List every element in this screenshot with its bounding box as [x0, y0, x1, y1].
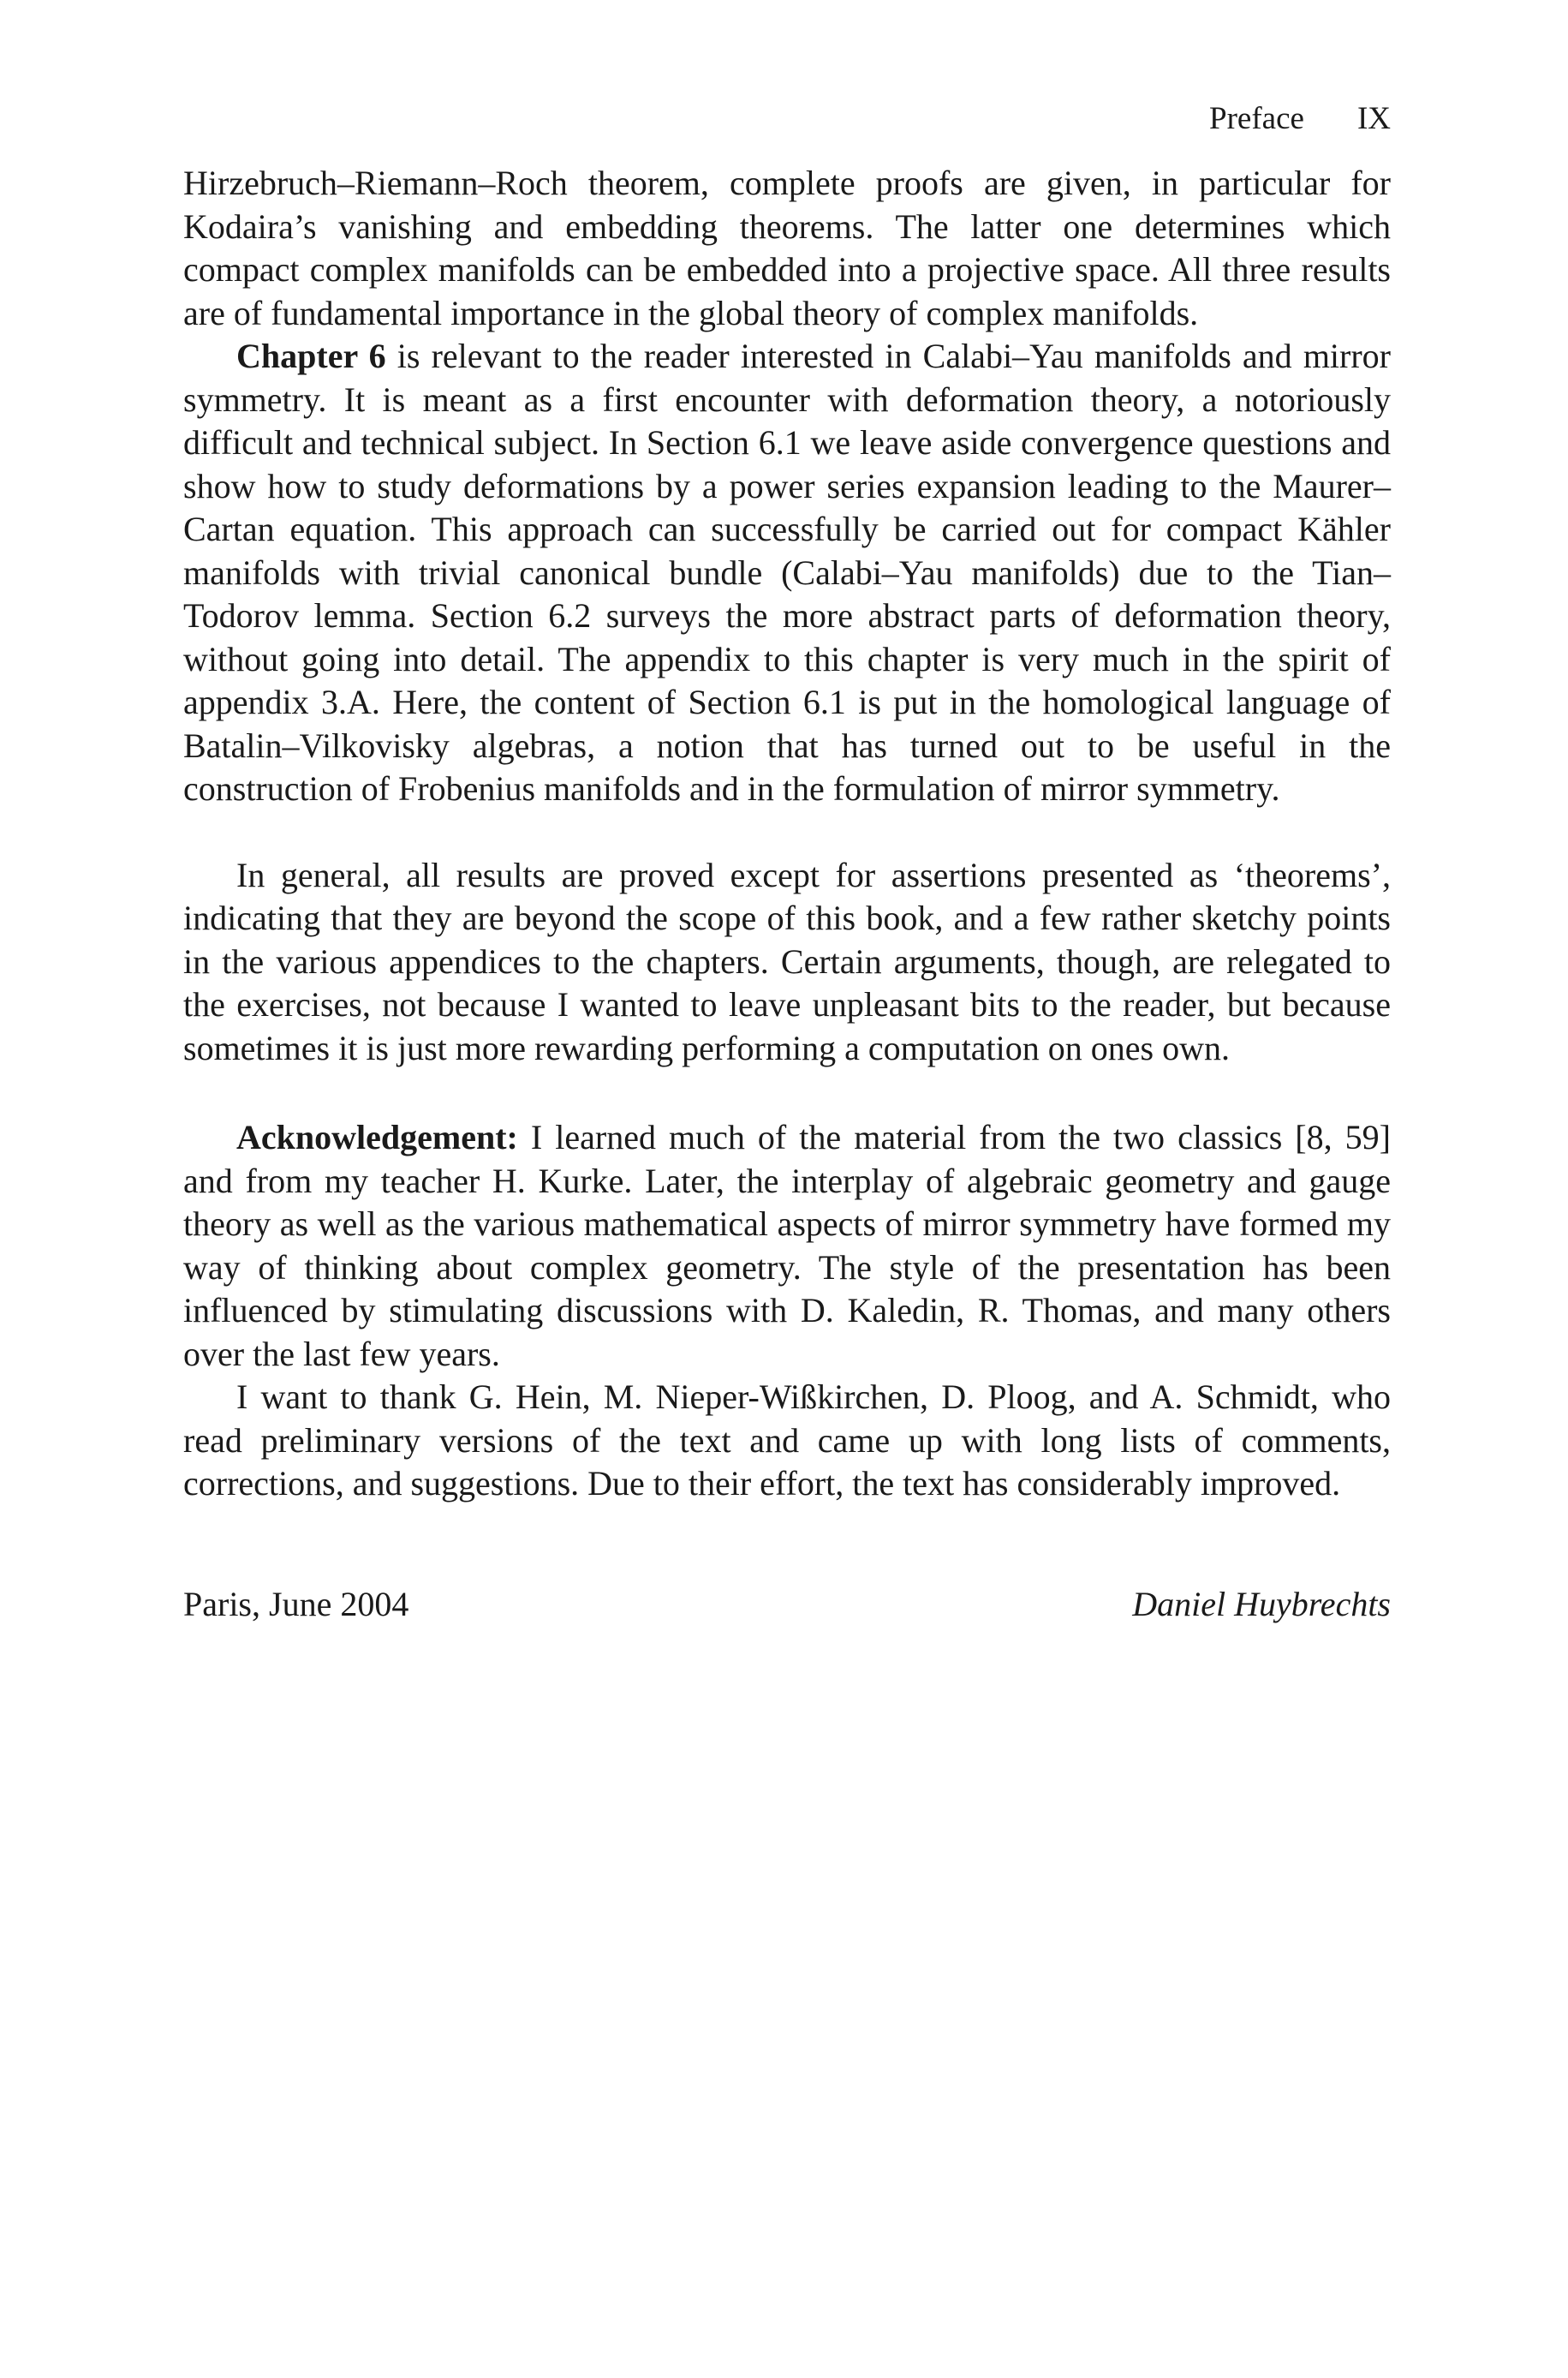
paragraph-chapter-6	[183, 335, 1391, 811]
place-date: Paris, June 2004	[183, 1584, 409, 1623]
paragraph-acknowledgement	[183, 1116, 1391, 1376]
signature-line	[183, 1584, 1391, 1623]
acknowledgement-lead: Acknowledgement:	[236, 1118, 518, 1156]
running-head	[183, 103, 1391, 134]
running-head-title: Preface	[1209, 101, 1304, 136]
page-number: IX	[1356, 101, 1391, 136]
chapter-6-text: is relevant to the reader interested in Calabi–Yau manifolds and mirror symmetry. It is meant as a first encounter with deformation theory, a notoriously difficult and technical subject. In Section 6.1 we leave aside convergence questions and show how to study deformations by a power series expansion leading to the Maurer–Cartan equation. This approach can successfully be carried out for compact Kähler manifolds with trivial canonical bundle (Calabi–Yau manifolds) due to the Tian–Todorov lemma. Section 6.2 surveys the more abstract parts of deformation theory, without going into detail. The appendix to this chapter is very much in the spirit of appendix 3.A. Here, the content of Section 6.1 is put in the homological language of Batalin–Vilkovisky algebras, a notion that has turned out to be useful in the construction of Frobenius manifolds and in the formulation of mirror symmetry.	[183, 337, 1392, 808]
paragraph-general: In general, all results are proved except for assertions presented as ‘theorems’, indicating that they are beyond the scope of this book, and a few rather sketchy points in the various appendices to the chapters. Certain arguments, though, are relegated to the exercises, not because I wanted to leave unpleasant bits to the reader, but because sometimes it is just more rewarding performing a computation on ones own.	[183, 855, 1391, 1067]
acknowledgement-text: I learned much of the material from the two classics [8, 59] and from my teacher H. Kurke. Later, the interplay of algebraic geometry and gauge theory as well as the various mathematical aspects of mirror symmetry have formed my way of thinking about complex geometry. The style of the presentation has been influenced by stimulating discussions with D. Kaledin, R. Thomas, and many others over the last few years.	[183, 1118, 1391, 1373]
paragraph-continuation: Hirzebruch–Riemann–Roch theorem, complete proofs are given, in particular for Kodaira’s vanishing and embedding theorems. The latter one determines which compact complex manifolds can be embedded into a projective space. All three results are of fundamental importance in the global theory of complex manifolds.	[183, 164, 1391, 332]
author-name: Daniel Huybrechts	[1132, 1584, 1391, 1623]
chapter-6-lead: Chapter 6	[236, 337, 386, 375]
paragraph-thanks: I want to thank G. Hein, M. Nieper-Wißkirchen, D. Ploog, and A. Schmidt, who read preliminary versions of the text and came up with long lists of comments, corrections, and suggestions. Due to their effort, the text has considerably improved.	[183, 1377, 1391, 1503]
book-page	[183, 103, 1391, 1622]
